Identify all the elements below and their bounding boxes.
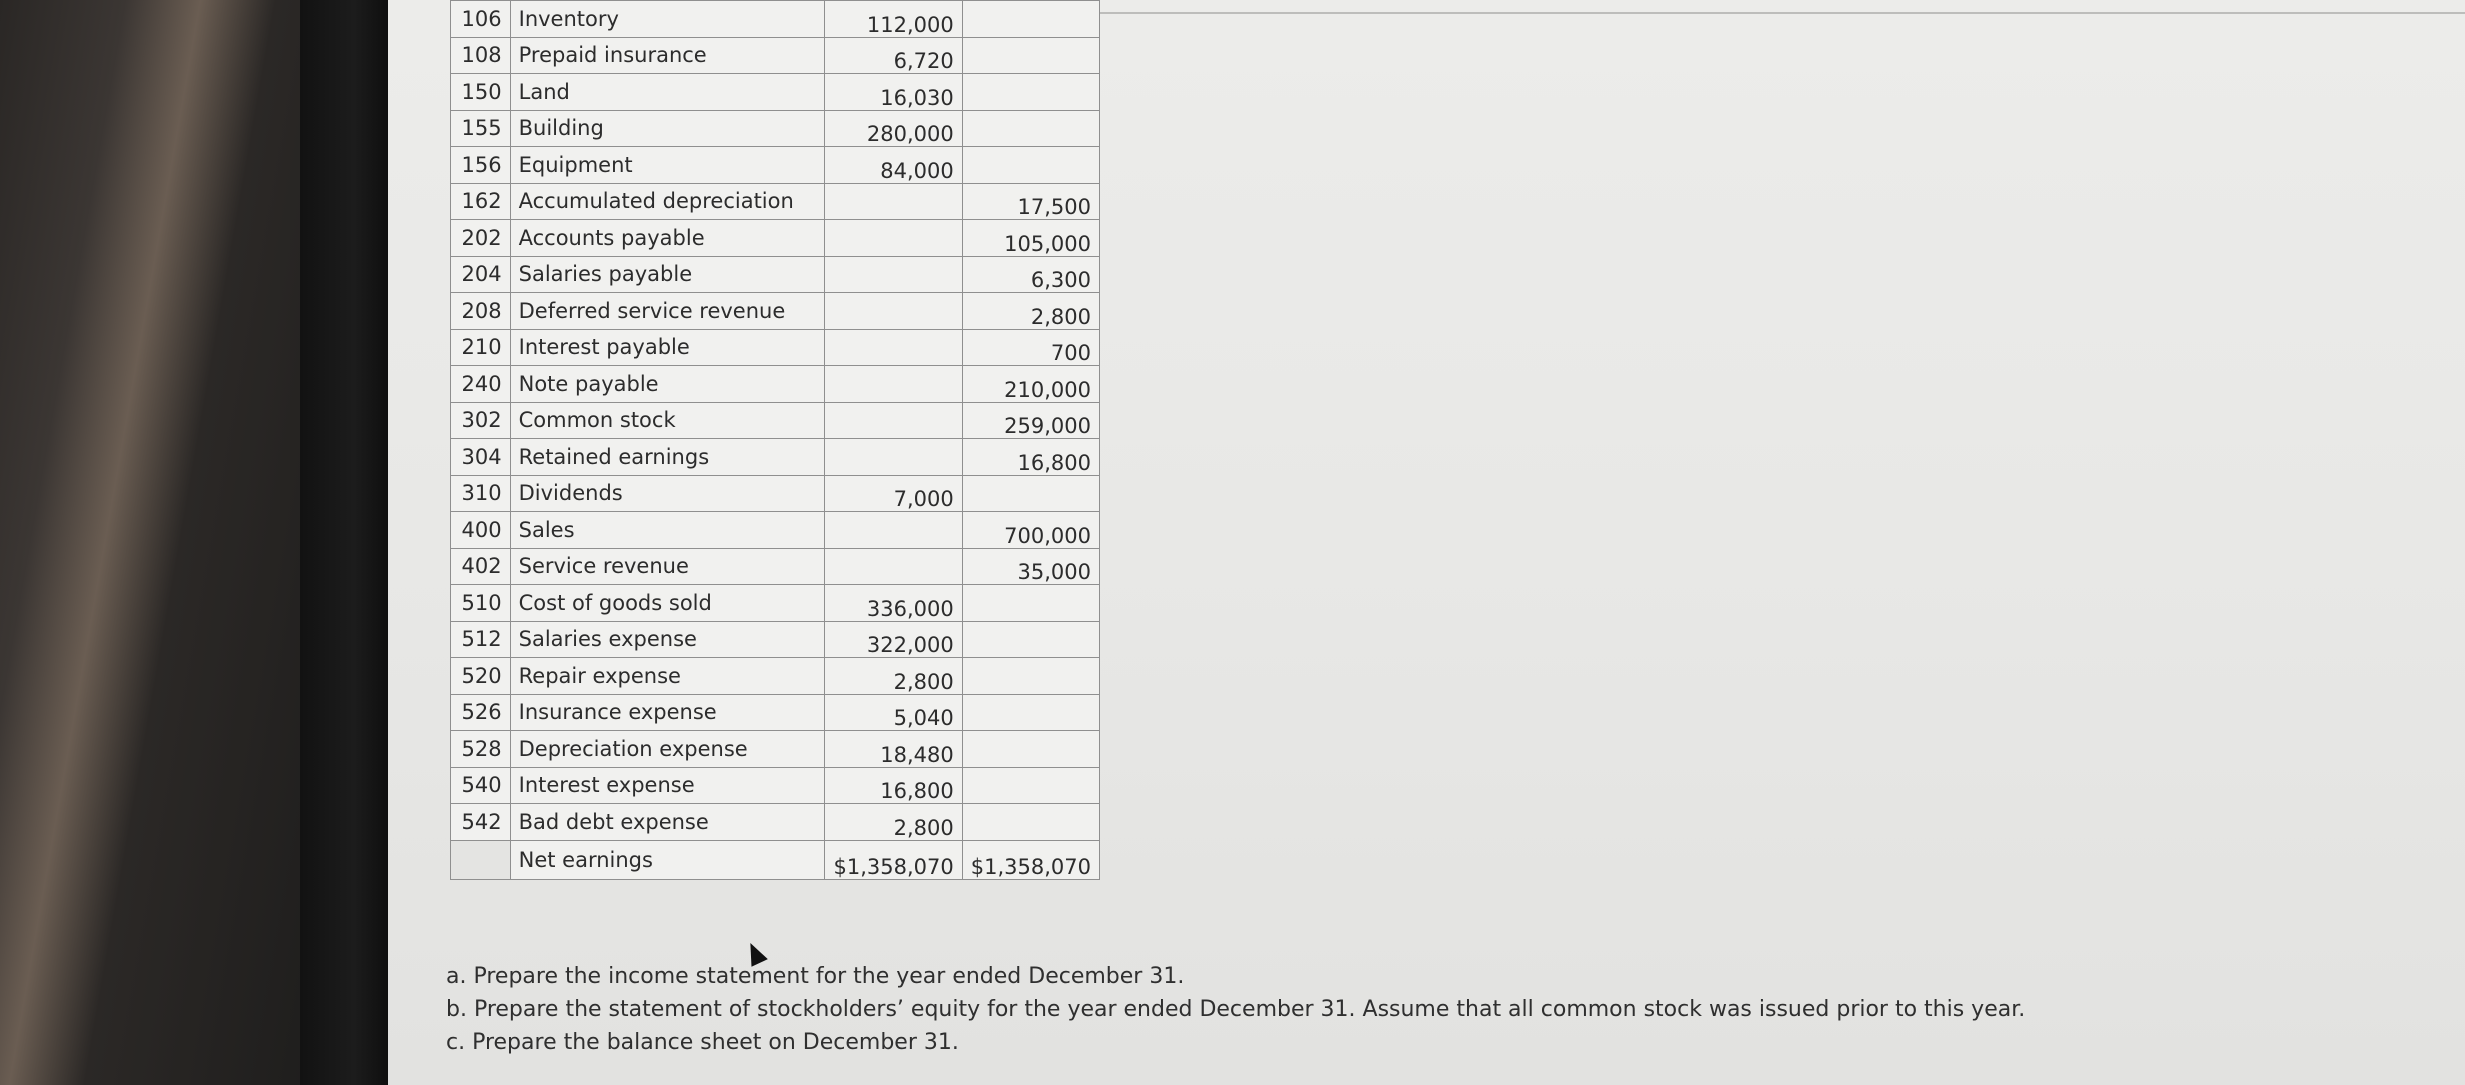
account-name: Service revenue bbox=[510, 548, 825, 585]
credit-amount bbox=[962, 694, 1099, 731]
account-name: Deferred service revenue bbox=[510, 293, 825, 330]
acct-number: 526 bbox=[451, 694, 511, 731]
debit-amount: 7,000 bbox=[825, 475, 962, 512]
divider-line bbox=[1100, 12, 2465, 14]
table-row bbox=[451, 585, 1100, 622]
acct-number: 304 bbox=[451, 439, 511, 476]
debit-amount: 2,800 bbox=[825, 804, 962, 841]
table-row bbox=[451, 220, 1100, 257]
account-name: Common stock bbox=[510, 402, 825, 439]
credit-amount bbox=[962, 147, 1099, 184]
credit-amount bbox=[962, 74, 1099, 111]
table-row bbox=[451, 37, 1100, 74]
debit-amount: 5,040 bbox=[825, 694, 962, 731]
account-name: Repair expense bbox=[510, 658, 825, 695]
background-photo-left bbox=[0, 0, 310, 1085]
credit-amount: 2,800 bbox=[962, 293, 1099, 330]
credit-amount: 210,000 bbox=[962, 366, 1099, 403]
table-row bbox=[451, 475, 1100, 512]
table-row bbox=[451, 183, 1100, 220]
credit-amount bbox=[962, 767, 1099, 804]
credit-amount: 6,300 bbox=[962, 256, 1099, 293]
debit-amount bbox=[825, 329, 962, 366]
account-name: Cost of goods sold bbox=[510, 585, 825, 622]
account-name: Depreciation expense bbox=[510, 731, 825, 768]
acct-number: 204 bbox=[451, 256, 511, 293]
credit-amount bbox=[962, 621, 1099, 658]
acct-number: 510 bbox=[451, 585, 511, 622]
debit-amount bbox=[825, 439, 962, 476]
acct-number: 162 bbox=[451, 183, 511, 220]
acct-number: 240 bbox=[451, 366, 511, 403]
trial-balance-body bbox=[451, 1, 1100, 880]
debit-amount bbox=[825, 183, 962, 220]
trial-balance-table-wrap bbox=[450, 0, 1100, 880]
table-row bbox=[451, 1, 1100, 38]
table-row bbox=[451, 439, 1100, 476]
acct-number: 302 bbox=[451, 402, 511, 439]
table-row bbox=[451, 366, 1100, 403]
debit-amount bbox=[825, 256, 962, 293]
credit-amount bbox=[962, 585, 1099, 622]
debit-amount bbox=[825, 402, 962, 439]
total-label: Net earnings bbox=[510, 840, 825, 879]
account-name: Note payable bbox=[510, 366, 825, 403]
credit-amount: 700 bbox=[962, 329, 1099, 366]
acct-number: 155 bbox=[451, 110, 511, 147]
table-row bbox=[451, 329, 1100, 366]
acct-number: 310 bbox=[451, 475, 511, 512]
account-name: Equipment bbox=[510, 147, 825, 184]
total-acct-cell bbox=[451, 840, 511, 879]
acct-number: 540 bbox=[451, 767, 511, 804]
trial-balance-table bbox=[450, 0, 1100, 880]
screen bbox=[388, 0, 2465, 1085]
table-row bbox=[451, 512, 1100, 549]
debit-amount: 336,000 bbox=[825, 585, 962, 622]
acct-number: 210 bbox=[451, 329, 511, 366]
account-name: Accounts payable bbox=[510, 220, 825, 257]
debit-amount: 16,800 bbox=[825, 767, 962, 804]
table-row bbox=[451, 731, 1100, 768]
credit-amount: 259,000 bbox=[962, 402, 1099, 439]
account-name: Accumulated depreciation bbox=[510, 183, 825, 220]
table-row bbox=[451, 548, 1100, 585]
acct-number: 402 bbox=[451, 548, 511, 585]
table-row bbox=[451, 147, 1100, 184]
credit-amount bbox=[962, 37, 1099, 74]
acct-number: 400 bbox=[451, 512, 511, 549]
account-name: Interest payable bbox=[510, 329, 825, 366]
total-row bbox=[451, 840, 1100, 879]
acct-number: 106 bbox=[451, 1, 511, 38]
debit-amount bbox=[825, 220, 962, 257]
credit-amount bbox=[962, 1, 1099, 38]
table-row bbox=[451, 74, 1100, 111]
account-name: Bad debt expense bbox=[510, 804, 825, 841]
debit-amount: 84,000 bbox=[825, 147, 962, 184]
acct-number: 512 bbox=[451, 621, 511, 658]
credit-amount bbox=[962, 804, 1099, 841]
account-name: Insurance expense bbox=[510, 694, 825, 731]
debit-amount bbox=[825, 548, 962, 585]
debit-amount: 6,720 bbox=[825, 37, 962, 74]
table-row bbox=[451, 767, 1100, 804]
debit-amount: 112,000 bbox=[825, 1, 962, 38]
table-row bbox=[451, 621, 1100, 658]
acct-number: 108 bbox=[451, 37, 511, 74]
question-b: b. Prepare the statement of stockholders’ equity for the year ended December 31. Assume that all common stock was issued prior to this year. bbox=[446, 997, 2026, 1022]
account-name: Dividends bbox=[510, 475, 825, 512]
account-name: Interest expense bbox=[510, 767, 825, 804]
credit-amount: 16,800 bbox=[962, 439, 1099, 476]
table-row bbox=[451, 694, 1100, 731]
acct-number: 520 bbox=[451, 658, 511, 695]
debit-amount bbox=[825, 293, 962, 330]
debit-amount bbox=[825, 366, 962, 403]
credit-amount: 17,500 bbox=[962, 183, 1099, 220]
total-debit: $1,358,070 bbox=[825, 840, 962, 879]
credit-amount: 700,000 bbox=[962, 512, 1099, 549]
credit-amount: 105,000 bbox=[962, 220, 1099, 257]
debit-amount bbox=[825, 512, 962, 549]
debit-amount: 280,000 bbox=[825, 110, 962, 147]
account-name: Prepaid insurance bbox=[510, 37, 825, 74]
monitor-bezel bbox=[300, 0, 390, 1085]
question-c: c. Prepare the balance sheet on December 31. bbox=[446, 1030, 959, 1055]
acct-number: 156 bbox=[451, 147, 511, 184]
acct-number: 208 bbox=[451, 293, 511, 330]
question-list bbox=[446, 960, 2025, 1059]
table-row bbox=[451, 110, 1100, 147]
debit-amount: 322,000 bbox=[825, 621, 962, 658]
table-row bbox=[451, 658, 1100, 695]
credit-amount bbox=[962, 475, 1099, 512]
account-name: Building bbox=[510, 110, 825, 147]
table-row bbox=[451, 256, 1100, 293]
account-name: Inventory bbox=[510, 1, 825, 38]
acct-number: 202 bbox=[451, 220, 511, 257]
account-name: Salaries payable bbox=[510, 256, 825, 293]
credit-amount: 35,000 bbox=[962, 548, 1099, 585]
table-row bbox=[451, 402, 1100, 439]
debit-amount: 16,030 bbox=[825, 74, 962, 111]
total-credit: $1,358,070 bbox=[962, 840, 1099, 879]
acct-number: 542 bbox=[451, 804, 511, 841]
debit-amount: 2,800 bbox=[825, 658, 962, 695]
question-a: a. Prepare the income statement for the year ended December 31. bbox=[446, 964, 1185, 989]
account-name: Salaries expense bbox=[510, 621, 825, 658]
table-row bbox=[451, 804, 1100, 841]
table-row bbox=[451, 293, 1100, 330]
debit-amount: 18,480 bbox=[825, 731, 962, 768]
credit-amount bbox=[962, 110, 1099, 147]
account-name: Retained earnings bbox=[510, 439, 825, 476]
account-name: Sales bbox=[510, 512, 825, 549]
acct-number: 528 bbox=[451, 731, 511, 768]
credit-amount bbox=[962, 658, 1099, 695]
acct-number: 150 bbox=[451, 74, 511, 111]
account-name: Land bbox=[510, 74, 825, 111]
credit-amount bbox=[962, 731, 1099, 768]
